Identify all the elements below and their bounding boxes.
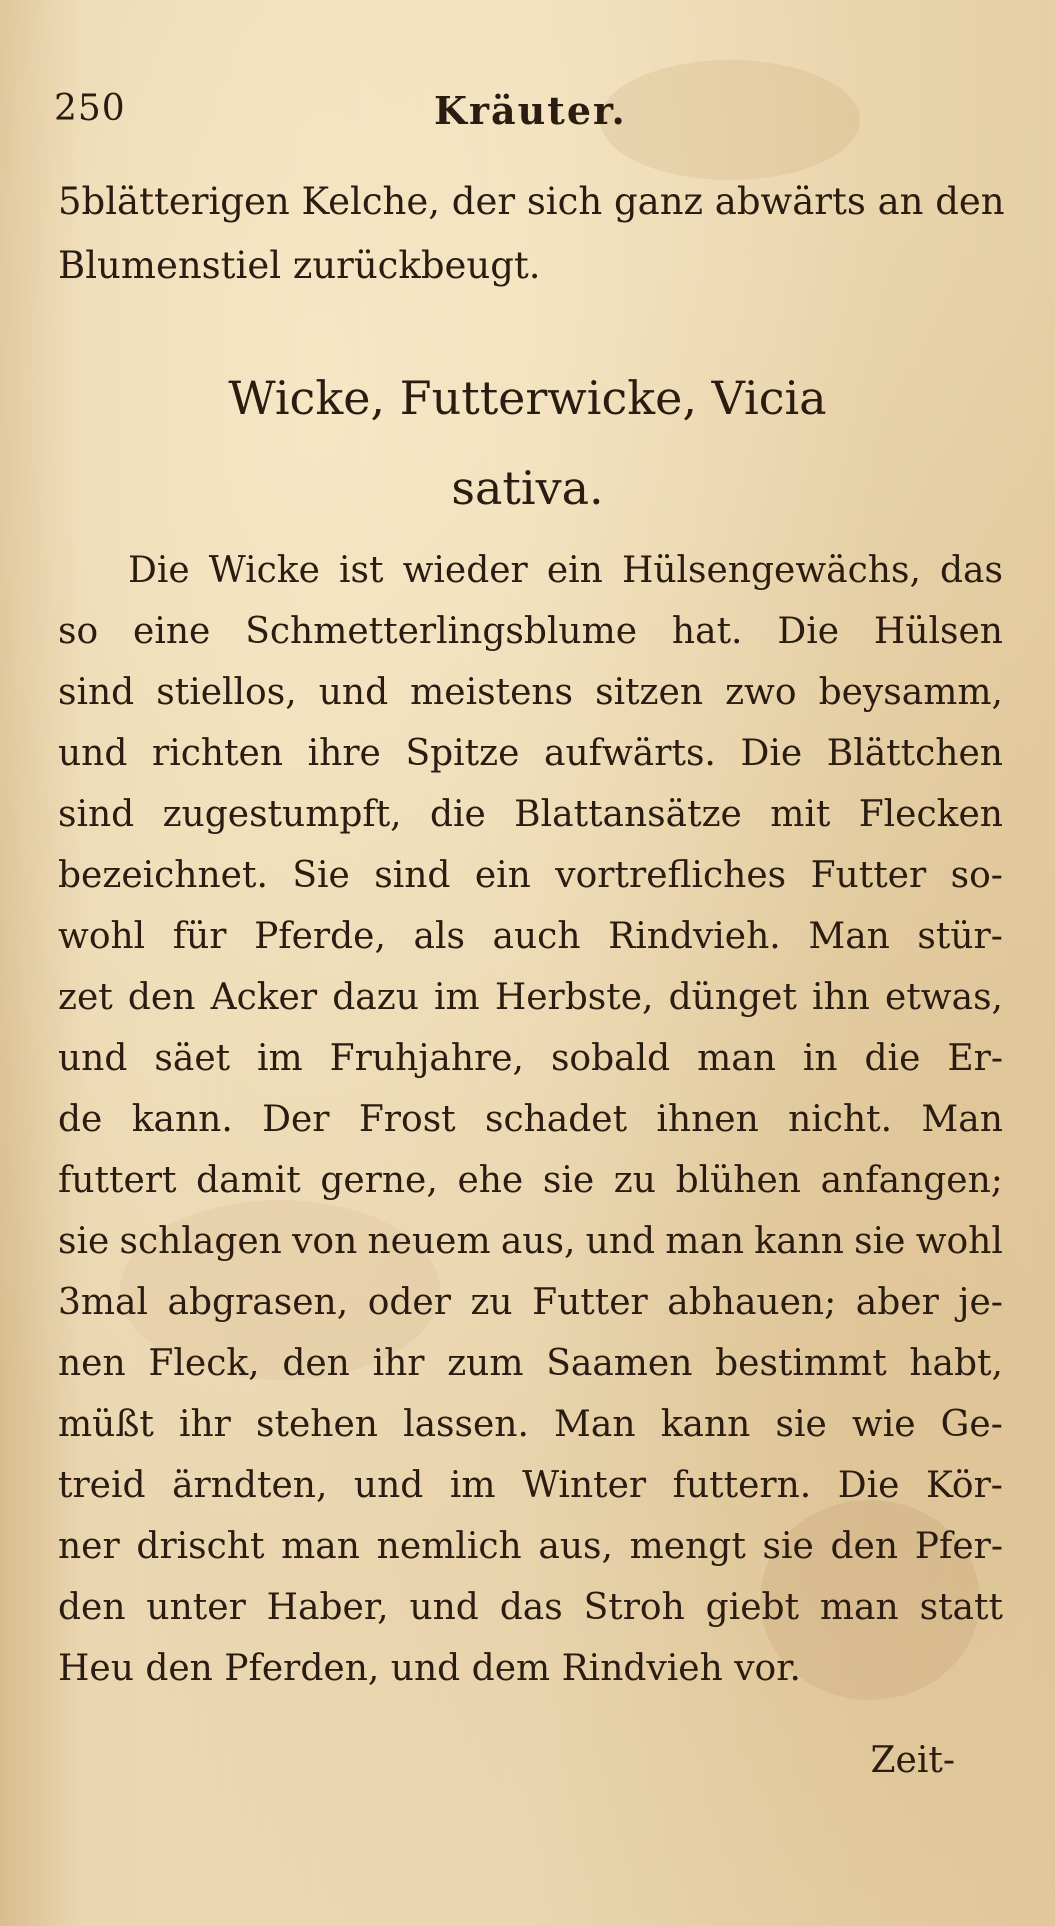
section-heading-line-2: sativa. bbox=[451, 461, 604, 515]
page-number: 250 bbox=[54, 88, 126, 129]
body-line: futtert damit gerne, ehe sie zu blühen anfangen; bbox=[58, 1160, 1003, 1201]
body-line: und säet im Fruhjahre, sobald man in die Er- bbox=[58, 1038, 1003, 1079]
body-line: treid ärndten, und im Winter futtern. Die Kör- bbox=[58, 1465, 1003, 1506]
section-heading-line-1: Wicke, Futterwicke, Vicia bbox=[228, 371, 827, 425]
running-head: Kräuter. bbox=[434, 88, 627, 133]
body-line: sie schlagen von neuem aus, und man kann sie wohl bbox=[58, 1221, 1003, 1262]
body-line: so eine Schmetterlingsblume hat. Die Hülsen bbox=[58, 611, 1003, 652]
body-line: müßt ihr stehen lassen. Man kann sie wie Ge- bbox=[58, 1404, 1003, 1445]
body-line: zet den Acker dazu im Herbste, dünget ihn etwas, bbox=[58, 977, 1003, 1018]
body-line: de kann. Der Frost schadet ihnen nicht. Man bbox=[58, 1099, 1003, 1140]
body-line: Heu den Pferden, und dem Rindvieh vor. bbox=[58, 1648, 801, 1689]
body-text bbox=[58, 540, 1003, 1699]
catchword: Zeit- bbox=[870, 1740, 955, 1781]
continuation-line-2: Blumenstiel zurückbeugt. bbox=[58, 244, 541, 287]
continuation-line-1: 5blätterigen Kelche, der sich ganz abwärts an den bbox=[58, 180, 1005, 223]
body-line: sind zugestumpft, die Blattansätze mit Flecken bbox=[58, 794, 1003, 835]
body-line: nen Fleck, den ihr zum Saamen bestimmt habt, bbox=[58, 1343, 1003, 1384]
body-line: wohl für Pferde, als auch Rindvieh. Man stür- bbox=[58, 916, 1003, 957]
body-line: sind stiellos, und meistens sitzen zwo beysamm, bbox=[58, 672, 1003, 713]
body-line: bezeichnet. Sie sind ein vortrefliches Futter so- bbox=[58, 855, 1003, 896]
body-line: den unter Haber, und das Stroh giebt man statt bbox=[58, 1587, 1003, 1628]
body-line: und richten ihre Spitze aufwärts. Die Blättchen bbox=[58, 733, 1003, 774]
page-header bbox=[54, 88, 874, 138]
body-line: 3mal abgrasen, oder zu Futter abhauen; aber je- bbox=[58, 1282, 1003, 1323]
body-line: Die Wicke ist wieder ein Hülsengewächs, das bbox=[128, 550, 1003, 591]
body-line: ner drischt man nemlich aus, mengt sie den Pfer- bbox=[58, 1526, 1003, 1567]
